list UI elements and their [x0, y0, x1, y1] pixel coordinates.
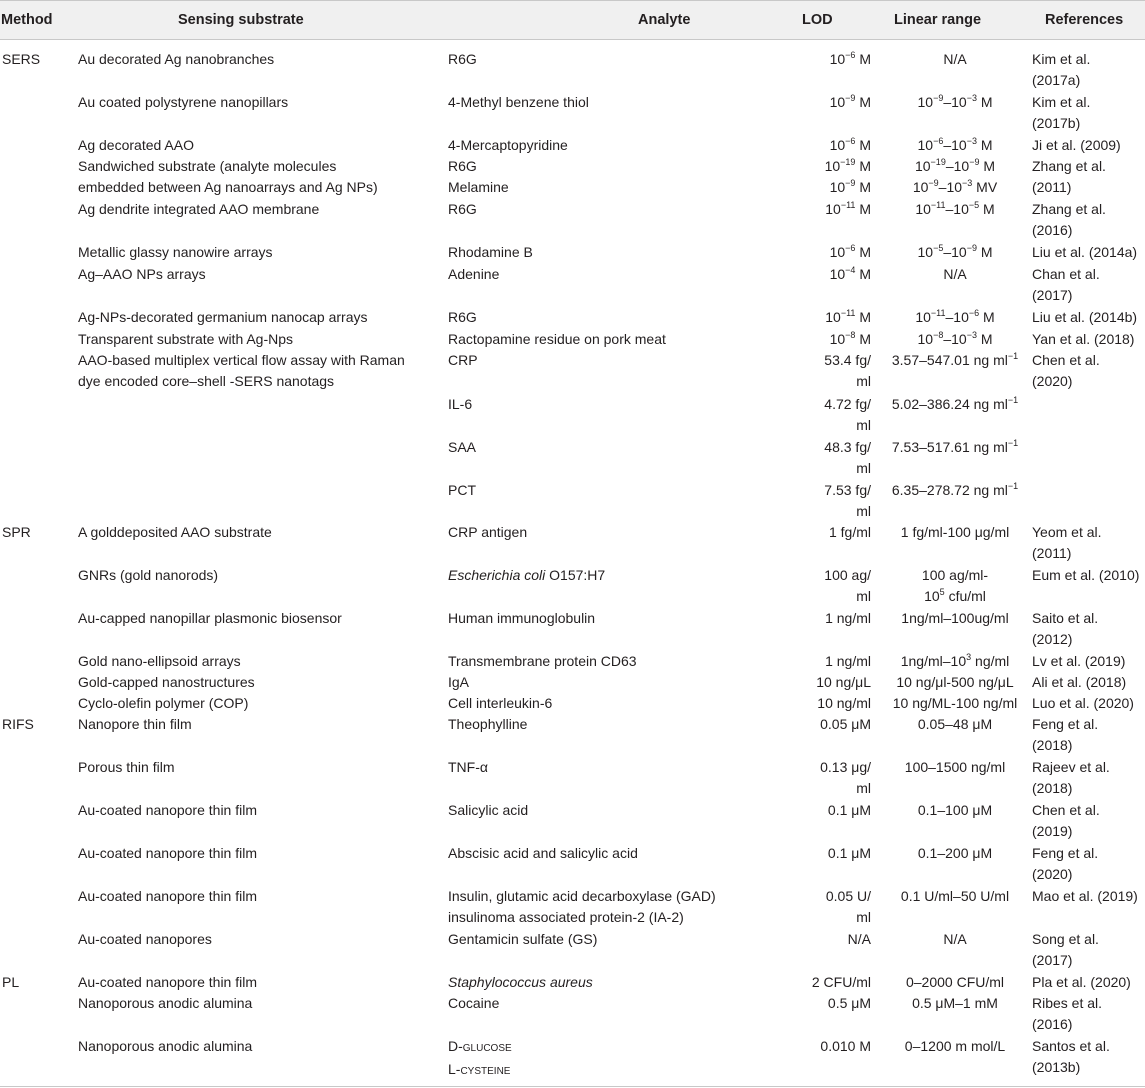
analyte-cell	[448, 199, 477, 220]
reference-cell: (2018)	[1032, 780, 1073, 796]
reference-cell: (2016)	[1032, 222, 1073, 238]
analyte-text: Theophylline	[448, 716, 528, 732]
analyte-text: L-cysteine	[448, 1061, 511, 1077]
linear-range-cell: 0.1 U/ml–50 U/ml	[900, 888, 1010, 904]
analyte-cell	[448, 714, 527, 735]
reference-cell: Ji et al. (2009)	[1032, 137, 1121, 153]
method-cell: PL	[2, 974, 20, 990]
header-method: Method	[1, 12, 53, 28]
header-references: References	[1045, 12, 1124, 28]
reference-cell: (2011)	[1032, 545, 1072, 561]
reference-cell: Chan et al.	[1032, 266, 1100, 282]
analyte-text: insulinoma associated protein-2 (IA-2)	[448, 909, 684, 925]
analyte-cell	[448, 329, 666, 350]
table-header	[0, 0, 1145, 40]
analyte-cell	[448, 993, 499, 1014]
linear-range-cell: 0.05–48 μM	[917, 716, 993, 732]
analyte-text: Cell interleukin-6	[448, 695, 553, 711]
lod-cell: 1 ng/ml	[825, 610, 871, 626]
reference-cell: (2020)	[1032, 866, 1073, 882]
linear-range-cell: 5.02–386.24 ng $ml^{-1}$	[891, 395, 1019, 412]
reference-cell: Kim et al.	[1032, 94, 1091, 110]
analyte-text: Cocaine	[448, 995, 500, 1011]
substrate-cell: A golddeposited AAO substrate	[78, 524, 272, 540]
lod-cell: 100 ag/	[824, 567, 871, 583]
substrate-cell: Gold-capped nanostructures	[78, 674, 255, 690]
analyte-text: Adenine	[448, 266, 500, 282]
analyte-cell	[448, 264, 499, 285]
substrate-cell: Au decorated Ag nanobranches	[78, 51, 275, 67]
method-cell: RIFS	[2, 716, 34, 732]
lod-cell: 48.3 fg/	[824, 439, 871, 455]
substrate-cell: Metallic glassy nanowire arrays	[78, 244, 273, 260]
lod-cell: N/A	[847, 931, 871, 947]
lod-cell: 53.4 fg/	[824, 352, 871, 368]
reference-cell: (2020)	[1032, 373, 1073, 389]
substrate-cell: Au-coated nanopore thin film	[78, 802, 257, 818]
analyte-text: IgA	[448, 674, 470, 690]
lod-cell: 0.13 μg/	[820, 759, 871, 775]
method-cell: SERS	[2, 51, 41, 67]
reference-cell: Luo et al. (2020)	[1032, 695, 1134, 711]
analyte-cell	[448, 307, 477, 328]
substrate-cell: Au-coated nanopore thin film	[78, 974, 257, 990]
analyte-cell	[448, 92, 589, 113]
reference-cell: Chen et al.	[1032, 352, 1100, 368]
reference-cell: Liu et al. (2014a)	[1032, 244, 1138, 260]
analyte-cell	[448, 1036, 512, 1057]
reference-cell: (2017a)	[1032, 72, 1081, 88]
linear-range-cell: 0.5 μM–1 mM	[912, 995, 998, 1011]
reference-cell: (2013b)	[1032, 1059, 1081, 1075]
linear-range-cell: N/A	[943, 931, 967, 947]
reference-cell: (2012)	[1032, 631, 1073, 647]
header-lod: LOD	[802, 12, 833, 28]
analyte-cell	[448, 757, 488, 778]
analyte-text: Melamine	[448, 179, 509, 195]
analyte-cell	[448, 929, 597, 950]
lod-cell: ml	[856, 417, 871, 433]
lod-cell: $10^{-6}$ M	[829, 50, 871, 67]
reference-cell: Zhang et al.	[1032, 158, 1106, 174]
reference-cell: Feng et al.	[1032, 845, 1099, 861]
analyte-italic: Escherichia coli	[448, 567, 546, 583]
reference-cell: (2011)	[1032, 179, 1072, 195]
analyte-cell	[448, 693, 552, 714]
analyte-text: 4-Methyl benzene thiol	[448, 94, 589, 110]
reference-cell: (2017)	[1032, 287, 1073, 303]
reference-cell: Ribes et al.	[1032, 995, 1103, 1011]
substrate-cell: Nanoporous anodic alumina	[78, 995, 253, 1011]
linear-range-cell: $10^{-6}-10^{-3}$ M	[917, 136, 993, 153]
linear-range-cell: N/A	[943, 51, 967, 67]
linear-range-cell: 6.35–278.72 ng $ml^{-1}$	[891, 481, 1019, 498]
linear-range-cell: 100–1500 ng/ml	[904, 759, 1006, 775]
linear-range-cell: 10 ng/μl-500 ng/μL	[896, 674, 1014, 690]
analyte-cell	[448, 437, 476, 458]
reference-cell: Chen et al.	[1032, 802, 1100, 818]
analyte-text: R6G	[448, 309, 477, 325]
analyte-text: Salicylic acid	[448, 802, 529, 818]
analyte-text: O157:H7	[545, 567, 606, 583]
lod-cell: 0.1 μM	[827, 845, 871, 861]
lod-cell: $10^{-9}$ M	[829, 178, 871, 195]
reference-cell: (2016)	[1032, 1016, 1073, 1032]
analyte-text: R6G	[448, 201, 477, 217]
reference-cell: Santos et al.	[1032, 1038, 1110, 1054]
analyte-text: 4-Mercaptopyridine	[448, 137, 568, 153]
lod-cell: $10^{-6}$ M	[829, 136, 871, 153]
lod-cell: ml	[856, 460, 871, 476]
linear-range-cell: $10^5$ cfu/ml	[924, 587, 986, 604]
reference-cell: Yeom et al.	[1032, 524, 1102, 540]
lod-cell: 0.1 μM	[827, 802, 871, 818]
analyte-cell	[448, 1059, 510, 1080]
linear-range-cell: 0–2000 CFU/ml	[905, 974, 1005, 990]
reference-cell: (2018)	[1032, 737, 1073, 753]
analyte-cell	[448, 350, 478, 371]
linear-range-cell: $10^{-11}-10^{-5}$ M	[915, 200, 995, 217]
reference-cell: (2017)	[1032, 952, 1073, 968]
analyte-cell	[448, 608, 595, 629]
reference-cell: Pla et al. (2020)	[1032, 974, 1131, 990]
lod-cell: $10^{-4}$ M	[829, 265, 871, 282]
reference-cell: Liu et al. (2014b)	[1032, 309, 1138, 325]
substrate-cell: Au-coated nanopores	[78, 931, 212, 947]
method-cell: SPR	[2, 524, 31, 540]
analyte-text: Insulin, glutamic acid decarboxylase (GAD)	[448, 888, 716, 904]
linear-range-cell: $10^{-9}-10^{-3}$ MV	[912, 178, 998, 195]
lod-cell: 7.53 fg/	[824, 482, 871, 498]
header-analyte: Analyte	[638, 12, 691, 28]
lod-cell: $10^{-6}$ M	[829, 243, 871, 260]
linear-range-cell: 10 ng/ML-100 ng/ml	[892, 695, 1018, 711]
analyte-text: IL-6	[448, 396, 473, 412]
analyte-text: PCT	[448, 482, 476, 498]
substrate-cell: Ag decorated AAO	[78, 137, 194, 153]
reference-cell: (2017b)	[1032, 115, 1081, 131]
analyte-cell	[448, 177, 509, 198]
substrate-cell: Gold nano-ellipsoid arrays	[78, 653, 241, 669]
substrate-cell: Cyclo-olefin polymer (COP)	[78, 695, 249, 711]
substrate-cell: Sandwiched substrate (analyte molecules	[78, 158, 337, 174]
reference-cell: Eum et al. (2010)	[1032, 567, 1140, 583]
reference-cell: Song et al.	[1032, 931, 1099, 947]
lod-cell: ml	[856, 503, 871, 519]
analyte-text: Rhodamine B	[448, 244, 533, 260]
substrate-cell: Ag dendrite integrated AAO membrane	[78, 201, 320, 217]
substrate-cell: Au-capped nanopillar plasmonic biosensor	[78, 610, 342, 626]
lod-cell: 0.05 U/	[825, 888, 871, 904]
lod-cell: ml	[856, 588, 871, 604]
analyte-text: CRP	[448, 352, 478, 368]
lod-cell: 2 CFU/ml	[811, 974, 871, 990]
substrate-cell: AAO-based multiplex vertical flow assay with Raman	[78, 352, 405, 368]
analyte-cell	[448, 800, 528, 821]
substrate-cell: Au-coated nanopore thin film	[78, 888, 257, 904]
analyte-cell	[448, 672, 469, 693]
lod-cell: ml	[856, 909, 871, 925]
analyte-text: R6G	[448, 158, 477, 174]
linear-range-cell: 0.1–100 μM	[917, 802, 993, 818]
analyte-cell	[448, 972, 593, 993]
substrate-cell: dye encoded core–shell -SERS nanotags	[78, 373, 335, 389]
analyte-text: Human immunoglobulin	[448, 610, 596, 626]
analyte-cell	[448, 886, 716, 907]
substrate-cell: embedded between Ag nanoarrays and Ag NPs)	[78, 179, 378, 195]
analyte-text: Ractopamine residue on pork meat	[448, 331, 666, 347]
reference-cell: Zhang et al.	[1032, 201, 1106, 217]
analyte-cell	[448, 135, 568, 156]
lod-cell: ml	[856, 780, 871, 796]
lod-cell: 10 ng/ml	[817, 695, 871, 711]
linear-range-cell: $10^{-19}-10^{-9}$ M	[914, 157, 996, 174]
analyte-text: Abscisic acid and salicylic acid	[448, 845, 638, 861]
analyte-text: Transmembrane protein CD63	[448, 653, 637, 669]
analyte-cell	[448, 907, 684, 928]
analyte-text: D-glucose	[448, 1038, 512, 1054]
linear-range-cell: $1ng/ml-10^3$ ng/ml	[900, 652, 1010, 669]
reference-cell: Kim et al.	[1032, 51, 1091, 67]
substrate-cell: Ag–AAO NPs arrays	[78, 266, 206, 282]
reference-cell: Feng et al.	[1032, 716, 1099, 732]
linear-range-cell: $10^{-11}-10^{-6}$ M	[915, 308, 995, 325]
reference-cell: Lv et al. (2019)	[1032, 653, 1126, 669]
linear-range-cell: $10^{-9}-10^{-3}$ M	[917, 93, 993, 110]
analyte-text: SAA	[448, 439, 477, 455]
substrate-cell: Au-coated nanopore thin film	[78, 845, 257, 861]
analyte-cell	[448, 843, 638, 864]
lod-cell: 1 fg/ml	[828, 524, 871, 540]
analyte-cell	[448, 480, 476, 501]
analyte-italic: Staphylococcus aureus	[448, 974, 593, 990]
header-substrate: Sensing substrate	[178, 12, 304, 28]
linear-range-cell: 0.1–200 μM	[917, 845, 993, 861]
linear-range-cell: N/A	[943, 266, 967, 282]
substrate-cell: Porous thin film	[78, 759, 175, 775]
linear-range-cell: $10^{-8}-10^{-3}$ M	[917, 330, 993, 347]
analyte-text: R6G	[448, 51, 477, 67]
lod-cell: 0.010 M	[820, 1038, 871, 1054]
lod-cell: $10^{-8}$ M	[829, 330, 871, 347]
linear-range-cell: 1ng/ml–100ug/ml	[901, 610, 1009, 626]
analyte-cell	[448, 651, 637, 672]
analyte-cell	[448, 522, 527, 543]
reference-cell: Rajeev et al.	[1032, 759, 1110, 775]
lod-cell: 4.72 fg/	[824, 396, 871, 412]
lod-cell: ml	[856, 373, 871, 389]
linear-range-cell: 7.53–517.61 ng $ml^{-1}$	[891, 438, 1019, 455]
lod-cell: $10^{-19}$ M	[824, 157, 871, 174]
substrate-cell: Transparent substrate with Ag-Nps	[78, 331, 294, 347]
reference-cell: Saito et al.	[1032, 610, 1099, 626]
analyte-cell	[448, 156, 477, 177]
substrate-cell: Nanoporous anodic alumina	[78, 1038, 253, 1054]
analyte-cell	[448, 394, 472, 415]
lod-cell: 10 ng/μL	[816, 674, 871, 690]
analyte-cell	[448, 565, 605, 586]
substrate-cell: Ag-NPs-decorated germanium nanocap arrays	[78, 309, 368, 325]
lod-cell: 0.05 μM	[820, 716, 871, 732]
lod-cell: $10^{-11}$ M	[825, 308, 871, 325]
reference-cell: Ali et al. (2018)	[1032, 674, 1127, 690]
linear-range-cell: 100 ag/ml-	[921, 567, 989, 583]
lod-cell: 0.5 μM	[827, 995, 871, 1011]
linear-range-cell: 3.57–547.01 ng $ml^{-1}$	[891, 351, 1019, 368]
analyte-cell	[448, 49, 477, 70]
substrate-cell: Nanopore thin film	[78, 716, 192, 732]
lod-cell: 1 ng/ml	[825, 653, 871, 669]
reference-cell: Yan et al. (2018)	[1032, 331, 1135, 347]
analyte-text: Gentamicin sulfate (GS)	[448, 931, 598, 947]
reference-cell: Mao et al. (2019)	[1032, 888, 1138, 904]
lod-cell: $10^{-9}$ M	[829, 93, 871, 110]
analyte-cell	[448, 242, 533, 263]
substrate-cell: GNRs (gold nanorods)	[78, 567, 219, 583]
lod-cell: $10^{-11}$ M	[825, 200, 871, 217]
bottom-rule	[0, 1086, 1145, 1087]
header-linear-range: Linear range	[894, 12, 982, 28]
analyte-text: TNF-α	[448, 759, 488, 775]
linear-range-cell: 1 fg/ml-100 μg/ml	[900, 524, 1010, 540]
linear-range-cell: 0–1200 m mol/L	[904, 1038, 1006, 1054]
analyte-text: CRP antigen	[448, 524, 528, 540]
substrate-cell: Au coated polystyrene nanopillars	[78, 94, 289, 110]
reference-cell: (2019)	[1032, 823, 1073, 839]
linear-range-cell: $10^{-5}-10^{-9}$ M	[917, 243, 993, 260]
